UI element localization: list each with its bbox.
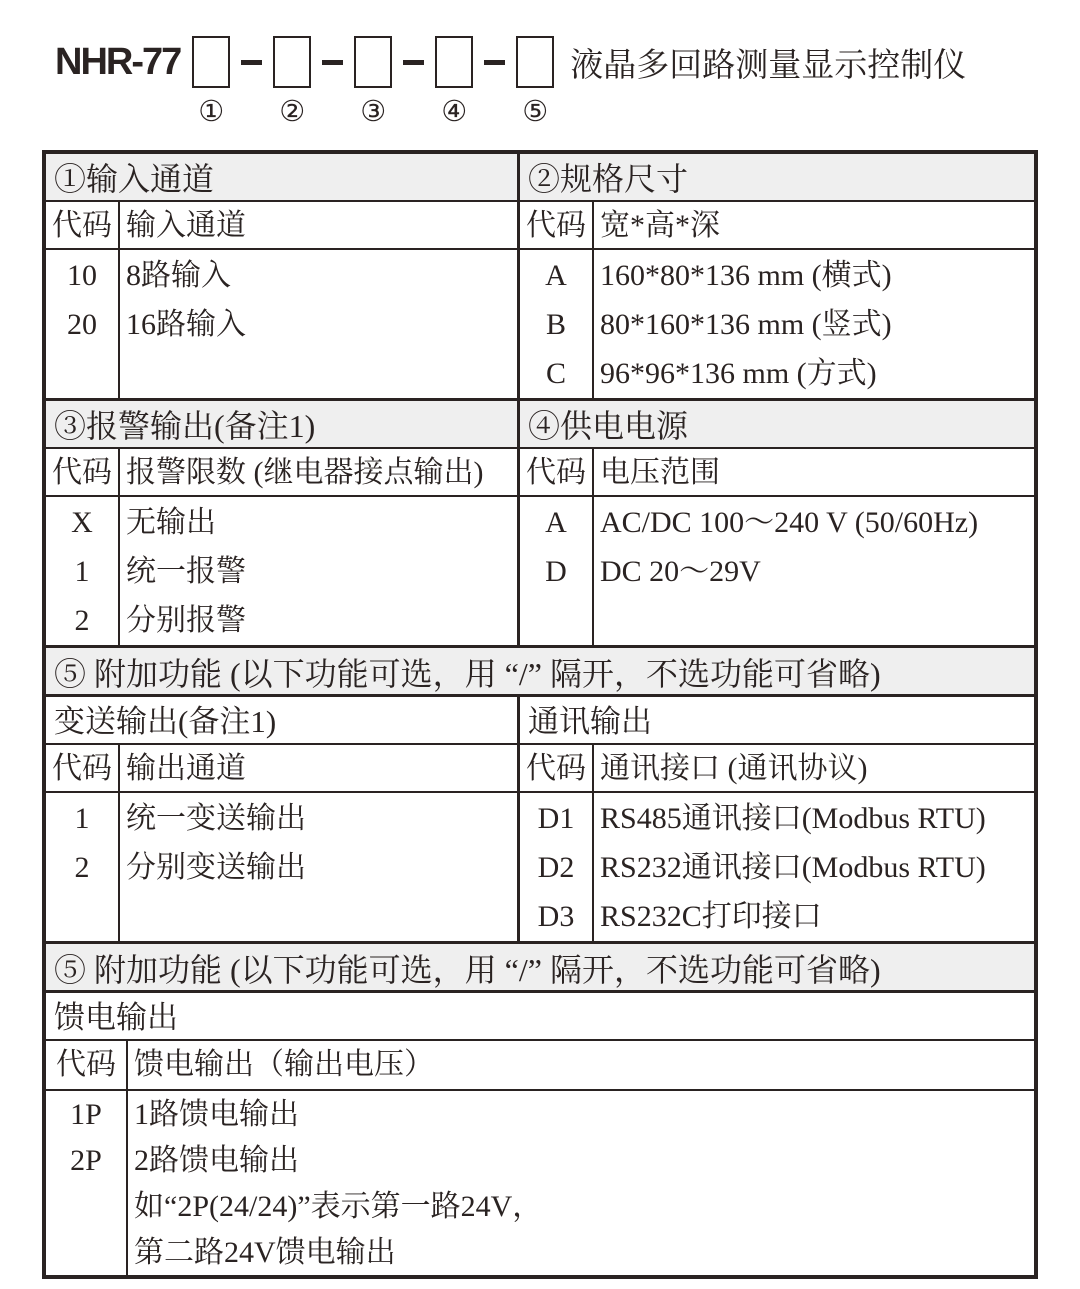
code-cells: [520, 497, 594, 645]
option-rows: [46, 250, 517, 398]
position-marker-1: ①: [198, 96, 225, 128]
section-alarm-output: [46, 401, 520, 645]
option-rows: [520, 497, 1034, 645]
section-input-channel: [46, 154, 520, 398]
code-cells: [46, 497, 120, 645]
desc-cell: 统一报警: [126, 555, 246, 588]
desc-cell: 如“2P(24/24)”表示第一路24V，: [134, 1190, 543, 1223]
code-cell: C: [545, 357, 566, 390]
desc-cell: 16路输入: [126, 308, 246, 341]
code-slot-1: [192, 36, 230, 128]
code-cell: A: [545, 506, 567, 539]
section-title-input-channel: ①输入通道: [46, 154, 517, 202]
position-marker-2: ②: [279, 96, 306, 128]
desc-cell: 分别报警: [126, 604, 246, 637]
desc-cell: 96*96*136 mm (方式): [600, 357, 877, 390]
code-box-1: [192, 36, 230, 88]
desc-cell: 2路馈电输出: [134, 1144, 299, 1177]
code-cells: [46, 793, 120, 941]
desc-cells: [594, 250, 1034, 398]
desc-column-header: 电压范围: [600, 456, 720, 489]
desc-cells: [128, 1091, 1034, 1275]
position-marker-4: ④: [441, 96, 468, 128]
code-cells: [520, 250, 594, 398]
section-title-additional-functions-2: ⑤ 附加功能 (以下功能可选，用 “/” 隔开，不选功能可省略): [46, 941, 1034, 993]
code-cell: X: [71, 506, 93, 539]
code-cell: D1: [537, 802, 575, 835]
column-header-row: [46, 202, 517, 250]
subsection-title-feed-output: 馈电输出: [46, 993, 1034, 1041]
desc-column-header: 宽*高*深: [600, 209, 720, 242]
desc-cells: [120, 250, 517, 398]
code-cell: A: [545, 259, 567, 292]
code-cell: [46, 1230, 126, 1276]
code-column-header: 代码: [520, 449, 594, 495]
desc-cell: 第二路24V馈电输出: [134, 1236, 396, 1269]
section-power-supply: [520, 401, 1034, 645]
code-column-header: 代码: [520, 745, 594, 791]
code-column-header: 代码: [46, 202, 120, 248]
section-row-1: [46, 154, 1034, 398]
code-cell: 2P: [70, 1144, 102, 1177]
column-header-row: [46, 1041, 1034, 1091]
section-title-dimensions: ②规格尺寸: [520, 154, 1034, 202]
code-cells: [46, 1091, 128, 1275]
code-cells: [520, 793, 594, 941]
desc-cell: DC 20～29V: [600, 555, 761, 588]
code-cell: 1P: [70, 1098, 102, 1131]
desc-column-header: 通讯接口 (通讯协议): [600, 752, 868, 785]
desc-cell: 80*160*136 mm (竖式): [600, 308, 892, 341]
desc-cell: RS485通讯接口(Modbus RTU): [600, 802, 986, 835]
position-marker-3: ③: [360, 96, 387, 128]
ordering-code-table: [42, 150, 1038, 1279]
code-cell: 10: [67, 259, 97, 292]
desc-cell: 160*80*136 mm (横式): [600, 259, 892, 292]
option-rows: [520, 793, 1034, 941]
desc-cell: AC/DC 100～240 V (50/60Hz): [600, 506, 979, 539]
desc-cells: [594, 497, 1034, 645]
dash-separator-4: [484, 60, 505, 65]
column-header-row: [46, 745, 517, 793]
column-header-row: [520, 745, 1034, 793]
subsection-title-communication: 通讯输出: [520, 697, 1034, 745]
section-communication-output: [520, 697, 1034, 941]
desc-cell: RS232通讯接口(Modbus RTU): [600, 851, 986, 884]
code-cell: 2: [74, 851, 90, 884]
code-column-header: 代码: [46, 745, 120, 791]
code-cell: D2: [537, 851, 575, 884]
dash-separator-2: [322, 60, 343, 65]
code-column-header: 代码: [46, 449, 120, 495]
desc-column-header: 馈电输出（输出电压）: [134, 1048, 434, 1081]
section-row-2: [46, 398, 1034, 645]
code-cell: B: [545, 308, 566, 341]
desc-cells: [120, 793, 517, 941]
desc-cell: RS232C打印接口: [600, 900, 822, 933]
code-column-header: 代码: [520, 202, 594, 248]
code-cell: D: [545, 555, 567, 588]
desc-cell: 8路输入: [126, 259, 231, 292]
subsection-title-retransmission: 变送输出(备注1): [46, 697, 517, 745]
code-box-5: [516, 36, 554, 88]
code-slot-4: [435, 36, 473, 128]
desc-cells: [120, 497, 517, 645]
product-title: 液晶多回路测量显示控制仪: [570, 47, 967, 84]
code-slot-2: [273, 36, 311, 128]
code-cell: 1: [74, 555, 90, 588]
section-feed-output: [46, 993, 1034, 1275]
option-rows: [46, 1091, 1034, 1275]
column-header-row: [520, 202, 1034, 250]
code-cell: 20: [67, 308, 97, 341]
desc-cell: 1路馈电输出: [134, 1098, 299, 1131]
column-header-row: [520, 449, 1034, 497]
model-code-line: [55, 36, 967, 128]
code-box-2: [273, 36, 311, 88]
desc-column-header: 输入通道: [126, 209, 246, 242]
option-rows: [46, 793, 517, 941]
section-dimensions: [520, 154, 1034, 398]
code-cell: 2: [74, 604, 90, 637]
code-cell: 1: [74, 802, 90, 835]
section-title-additional-functions-1: ⑤ 附加功能 (以下功能可选，用 “/” 隔开，不选功能可省略): [46, 645, 1034, 697]
section-title-alarm-output: ③报警输出(备注1): [46, 401, 517, 449]
desc-column-header: 输出通道: [126, 752, 246, 785]
code-cell: [46, 1184, 126, 1230]
section-title-power-supply: ④供电电源: [520, 401, 1034, 449]
desc-cell: 无输出: [126, 506, 216, 539]
dash-separator-1: [241, 60, 262, 65]
code-box-3: [354, 36, 392, 88]
code-cells: [46, 250, 120, 398]
code-slot-3: [354, 36, 392, 128]
column-header-row: [46, 449, 517, 497]
desc-cells: [594, 793, 1034, 941]
code-column-header: 代码: [46, 1041, 128, 1089]
code-slot-5: [516, 36, 554, 128]
dash-separator-3: [403, 60, 424, 65]
desc-cell: 统一变送输出: [126, 802, 306, 835]
option-rows: [520, 250, 1034, 398]
code-cell: D3: [537, 900, 575, 933]
section-retransmission-output: [46, 697, 520, 941]
position-marker-5: ⑤: [522, 96, 549, 128]
section-row-3: [46, 697, 1034, 941]
model-name: NHR-77: [55, 40, 181, 83]
desc-cell: 分别变送输出: [126, 851, 306, 884]
option-rows: [46, 497, 517, 645]
desc-column-header: 报警限数 (继电器接点输出): [126, 456, 484, 489]
code-box-4: [435, 36, 473, 88]
